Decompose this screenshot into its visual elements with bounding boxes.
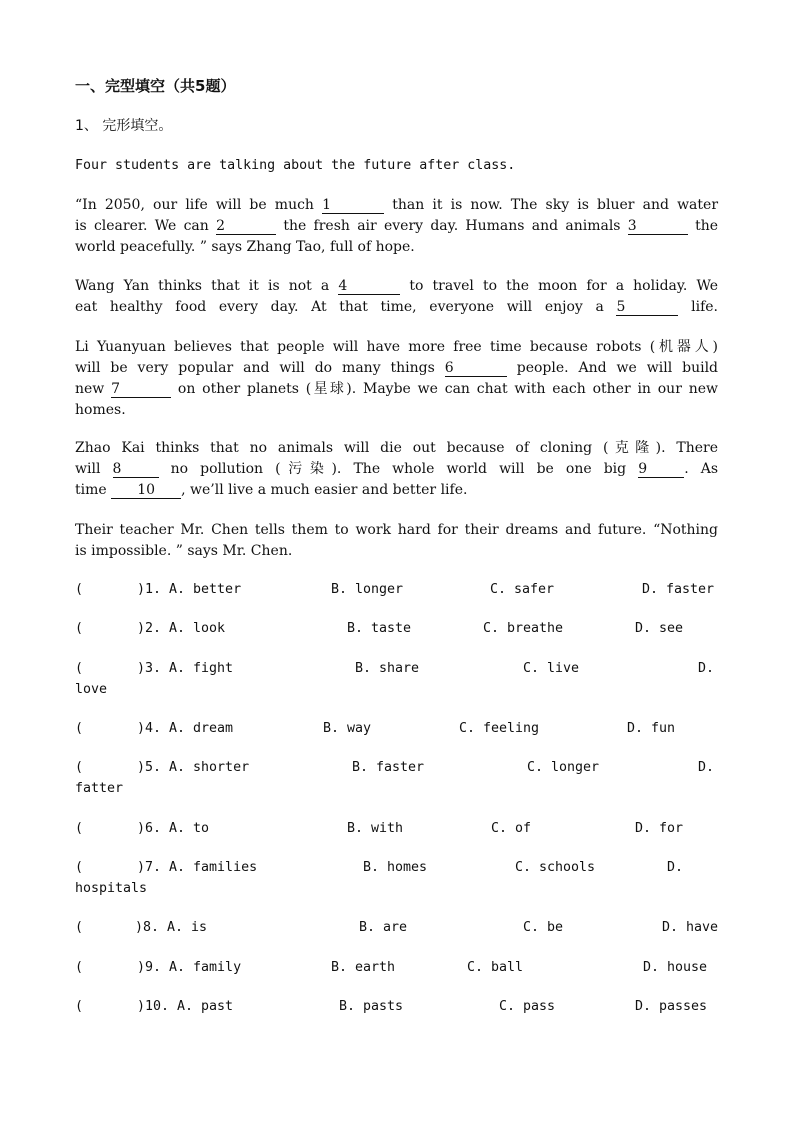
option-d: D. (667, 860, 684, 875)
answer-paren[interactable]: ( (75, 582, 84, 597)
option-a: )5. A. shorter (137, 760, 250, 775)
option-b: B. pasts (339, 999, 404, 1014)
option-d: D. see (635, 621, 684, 636)
question-row (75, 620, 720, 638)
option-a: )2. A. look (137, 621, 226, 636)
option-d: D. (698, 661, 715, 676)
blank-7[interactable]: 7 (111, 382, 171, 398)
option-c: C. pass (499, 999, 556, 1014)
option-b: B. faster (352, 760, 425, 775)
answer-paren[interactable]: ( (75, 621, 84, 636)
option-a: )4. A. dream (137, 721, 234, 736)
para3-line1: Li Yuanyuan believes that people will have more free time because robots (机器人) (75, 339, 718, 355)
question-row (75, 919, 720, 937)
answer-paren[interactable]: ( (75, 920, 84, 935)
blank-2[interactable]: 2 (216, 219, 276, 235)
answer-paren[interactable]: ( (75, 760, 84, 775)
question-row (75, 959, 720, 977)
answer-paren[interactable]: ( (75, 960, 84, 975)
para5-line1: Their teacher Mr. Chen tells them to work hard for their dreams and future. “Nothing (75, 522, 718, 538)
option-a: )8. A. is (135, 920, 208, 935)
question-row (75, 759, 720, 777)
question-row (75, 581, 720, 599)
option-d: D. (698, 760, 715, 775)
option-c: C. be (523, 920, 564, 935)
option-d-wrap: love (75, 682, 108, 697)
option-d: D. faster (642, 582, 715, 597)
para2-line1: Wang Yan thinks that it is not a 4 to travel to the moon for a holiday. We (75, 278, 718, 294)
option-c: C. safer (490, 582, 555, 597)
option-a: )9. A. family (137, 960, 242, 975)
answer-paren[interactable]: ( (75, 721, 84, 736)
blank-8[interactable]: 8 (113, 462, 159, 478)
para3-line4: homes. (75, 402, 126, 418)
option-c: C. live (523, 661, 580, 676)
option-b: B. earth (331, 960, 396, 975)
intro-text: Four students are talking about the future after class. (75, 158, 516, 173)
option-b: B. share (355, 661, 420, 676)
option-a: )1. A. better (137, 582, 242, 597)
answer-paren[interactable]: ( (75, 999, 84, 1014)
option-d: D. have (662, 920, 719, 935)
blank-9[interactable]: 9 (638, 462, 684, 478)
blank-10[interactable]: 10 (111, 483, 181, 499)
option-b: B. way (323, 721, 372, 736)
blank-1[interactable]: 1 (322, 198, 384, 214)
option-d-wrap: fatter (75, 781, 124, 796)
para4-line1: Zhao Kai thinks that no animals will die out because of cloning (克隆). There (75, 440, 718, 456)
para5-line2: is impossible. ” says Mr. Chen. (75, 543, 293, 559)
option-c: C. feeling (459, 721, 540, 736)
option-b: B. longer (331, 582, 404, 597)
para1-line3: world peacefully. ” says Zhang Tao, full of hope. (75, 239, 415, 255)
option-d: D. for (635, 821, 684, 836)
para4-line3: time 10 , we’ll live a much easier and better life. (75, 482, 468, 498)
answer-paren[interactable]: ( (75, 821, 84, 836)
question-row (75, 660, 720, 678)
item-label: 1、 完形填空。 (75, 118, 173, 134)
option-d: D. fun (627, 721, 676, 736)
blank-4[interactable]: 4 (338, 279, 400, 295)
option-b: B. taste (347, 621, 412, 636)
option-c: C. of (491, 821, 532, 836)
option-c: C. longer (527, 760, 600, 775)
option-d: D. passes (635, 999, 708, 1014)
option-c: C. ball (467, 960, 524, 975)
option-b: B. homes (363, 860, 428, 875)
question-row (75, 859, 720, 877)
option-a: )7. A. families (137, 860, 258, 875)
para1-line1: “In 2050, our life will be much 1 than it is now. The sky is bluer and water (75, 197, 719, 213)
option-d: D. house (643, 960, 708, 975)
blank-5[interactable]: 5 (616, 300, 678, 316)
para4-line2: will 8 no pollution (污染). The whole world will be one big 9 . As (75, 461, 719, 477)
option-a: )3. A. fight (137, 661, 234, 676)
option-c: C. breathe (483, 621, 564, 636)
section-title: 一、完型填空（共5题） (75, 77, 236, 95)
question-row (75, 720, 720, 738)
option-b: B. with (347, 821, 404, 836)
answer-paren[interactable]: ( (75, 860, 84, 875)
question-row (75, 820, 720, 838)
option-c: C. schools (515, 860, 596, 875)
para1-line2: is clearer. We can 2 the fresh air every day. Humans and animals 3 the (75, 218, 718, 234)
para3-line2: will be very popular and will do many things 6 people. And we will build (75, 360, 719, 376)
answer-paren[interactable]: ( (75, 661, 84, 676)
option-a: )10. A. past (137, 999, 234, 1014)
option-a: )6. A. to (137, 821, 210, 836)
option-b: B. are (359, 920, 408, 935)
blank-6[interactable]: 6 (445, 361, 507, 377)
question-row (75, 998, 720, 1016)
blank-3[interactable]: 3 (628, 219, 688, 235)
para3-line3: new 7 on other planets (星球). Maybe we can chat with each other in our new (75, 381, 718, 397)
option-d-wrap: hospitals (75, 881, 148, 896)
para2-line2: eat healthy food every day. At that time, everyone will enjoy a 5 life. (75, 299, 718, 315)
